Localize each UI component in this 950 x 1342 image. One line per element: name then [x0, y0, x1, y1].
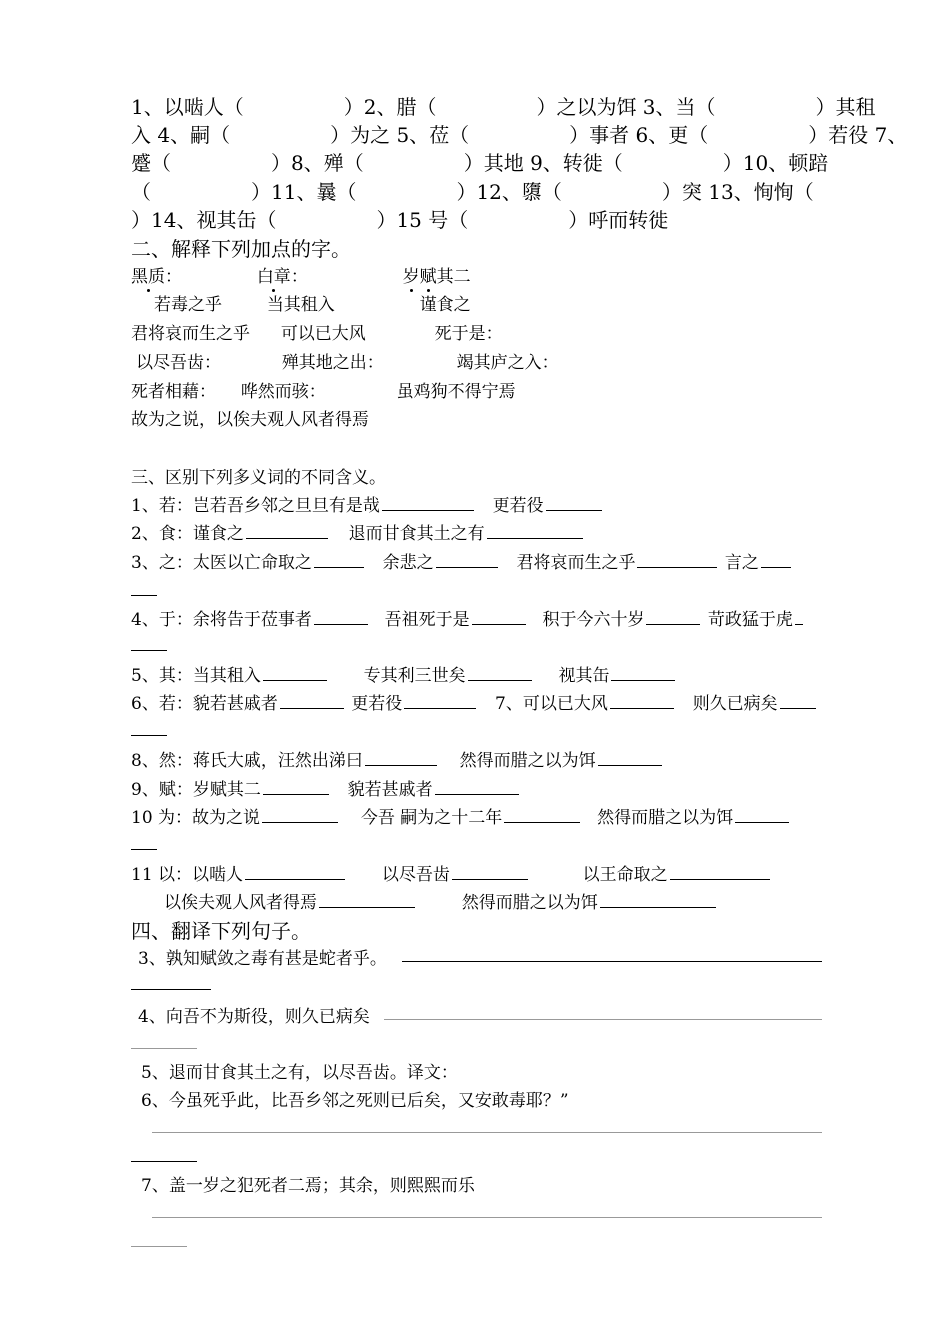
answer-blank[interactable] — [504, 804, 580, 823]
section4-sentence-5: 5、退而甘食其土之有，以尽吾齿。译文： — [141, 1063, 458, 1083]
section3-heading: 三、区别下列多义词的不同含义。 — [131, 468, 386, 488]
phrase: 竭其庐之入： — [456, 353, 559, 373]
answer-blank[interactable] — [611, 662, 675, 681]
answer-blank[interactable] — [435, 776, 519, 795]
answer-blank-continued — [131, 735, 167, 736]
section4-sentence-6: 6、今虽死乎此，比吾乡邻之死则已后矣，又安敢毒耶？” — [141, 1091, 569, 1111]
question-text: 专其利三世矣 — [363, 666, 466, 686]
answer-blank[interactable] — [670, 861, 770, 880]
answer-blank[interactable] — [319, 889, 415, 908]
section3-q6 — [131, 689, 818, 714]
section1-line-3: 蹙（ ）8、殚（ ）其地 9、转徙（ ）10、顿踣 — [131, 151, 829, 175]
translation-line[interactable] — [131, 989, 211, 990]
section4-sentence-7: 7、盖一岁之犯死者二焉；其余，则熙熙而乐 — [141, 1176, 475, 1196]
question-text: 余悲之 — [382, 553, 434, 573]
question-text: 吾祖死于是 — [384, 610, 470, 630]
answer-blank-continued — [131, 650, 167, 651]
section2-row-5 — [131, 377, 516, 402]
question-text: 君将哀而生之乎 — [516, 553, 636, 573]
section1-line-1: 1、以啮人（ ）2、腊（ ）之以为饵 3、当（ ）其租 — [131, 95, 876, 119]
question-text: 9、赋：岁赋其二 — [131, 780, 261, 800]
phrase: 哗然而骇： — [240, 382, 326, 402]
phrase: 以尽吾齿： — [136, 353, 221, 373]
section3-q4 — [131, 605, 805, 630]
answer-blank[interactable] — [280, 690, 344, 709]
question-text: 以王命取之 — [582, 865, 668, 885]
phrase: 当其租入 — [266, 295, 335, 315]
question-text: 苛政猛于虎 — [707, 610, 793, 630]
question-text: 更若役 — [351, 694, 403, 714]
section3-q1 — [131, 491, 604, 516]
question-text: 退而甘食其土之有 — [348, 524, 485, 544]
question-text: 则久已病矣 — [692, 694, 778, 714]
answer-blank[interactable] — [452, 861, 528, 880]
section4-heading: 四、翻译下列句子。 — [131, 919, 311, 943]
section2-heading: 二、解释下列加点的字。 — [131, 237, 351, 261]
section2-row-6: 故为之说，以俟夫观人风者得焉 — [131, 410, 369, 430]
question-text: 3、之：太医以亡命取之 — [131, 553, 312, 573]
answer-blank-continued — [131, 595, 157, 596]
answer-blank[interactable] — [598, 747, 662, 766]
question-text: 2、食：谨食之 — [131, 524, 244, 544]
question-text: 然得而腊之以为饵 — [459, 751, 596, 771]
answer-blank[interactable] — [546, 492, 602, 511]
section2-row-1 — [131, 262, 471, 287]
question-text: 言之 — [724, 553, 759, 573]
question-text: 8、然：蒋氏大戚，汪然出涕曰 — [131, 751, 363, 771]
answer-blank[interactable] — [436, 549, 498, 568]
section1-line-5: ）14、视其缶（ ）15 号（ ）呼而转徙 — [131, 208, 669, 232]
translation-line[interactable] — [152, 1217, 822, 1218]
colon: ： — [290, 267, 308, 287]
answer-blank-continued — [131, 849, 157, 850]
question-text: 以俟夫观人风者得焉 — [164, 893, 317, 913]
phrase: 君将哀而生之乎 — [131, 324, 250, 344]
answer-blank[interactable] — [468, 662, 532, 681]
question-text: 然得而腊之以为饵 — [597, 808, 734, 828]
answer-blank[interactable] — [382, 492, 474, 511]
answer-blank[interactable] — [263, 776, 329, 795]
answer-blank[interactable] — [314, 606, 368, 625]
question-text: 6、若：貌若甚戚者 — [131, 694, 278, 714]
answer-blank[interactable] — [761, 549, 791, 568]
section3-q10 — [131, 803, 791, 828]
answer-blank[interactable] — [263, 662, 327, 681]
answer-blank[interactable] — [487, 520, 583, 539]
question-text: 4、于：余将告于莅事者 — [131, 610, 312, 630]
phrase: 殚其地之出： — [281, 353, 384, 373]
question-text: 以尽吾齿 — [381, 865, 450, 885]
question-text: 更若役 — [492, 496, 544, 516]
translation-line[interactable] — [384, 1019, 822, 1020]
sentence-text: 4、向吾不为斯役，则久已病矣 — [138, 1007, 370, 1027]
answer-blank[interactable] — [780, 690, 816, 709]
phrase: 若毒之乎 — [154, 295, 222, 315]
phrase: 死者相藉： — [131, 382, 216, 402]
question-text: 貌若甚戚者 — [347, 780, 433, 800]
section3-q11 — [131, 860, 772, 885]
answer-blank[interactable] — [610, 690, 674, 709]
answer-blank[interactable] — [404, 690, 476, 709]
phrase: 可以已大风 — [280, 324, 366, 344]
section3-q11-cont — [164, 888, 718, 913]
question-text: 10 为：故为之说 — [131, 808, 261, 828]
phrase: 虽鸡狗不得宁焉 — [396, 382, 516, 402]
answer-blank[interactable] — [646, 606, 700, 625]
colon: ： — [165, 267, 182, 287]
question-text: 7、可以已大风 — [495, 694, 608, 714]
question-text: 今吾 嗣为之十二年 — [360, 808, 503, 828]
emphasized-term: 白章 — [257, 262, 291, 287]
section3-q2 — [131, 519, 585, 544]
section2-row-2 — [154, 290, 471, 315]
translation-line[interactable] — [131, 1246, 187, 1247]
emphasized-term: 赋 — [420, 262, 437, 287]
section3-q9 — [131, 775, 521, 800]
section4-sentence-3 — [138, 944, 387, 969]
question-text: 视其缶 — [558, 666, 610, 686]
question-text: 积于今六十岁 — [542, 610, 645, 630]
section1-line-4: （ ）11、曩（ ）12、隳（ ）突 13、恂恂（ — [131, 180, 814, 204]
question-text: 然得而腊之以为饵 — [461, 893, 598, 913]
translation-line[interactable] — [131, 1161, 197, 1162]
emphasized-term: 黑质 — [131, 262, 165, 287]
section2-row-4 — [136, 348, 559, 373]
sentence-text: 3、孰知赋敛之毒有甚是蛇者乎。 — [138, 949, 387, 969]
section2-row-3 — [131, 319, 503, 344]
question-text: 11 以：以啮人 — [131, 865, 244, 885]
answer-blank[interactable] — [245, 861, 345, 880]
answer-blank[interactable] — [314, 549, 364, 568]
phrase-rest: 其二 — [436, 267, 471, 287]
question-text: 5、其：当其租入 — [131, 666, 261, 686]
phrase: 死于是： — [434, 324, 503, 344]
section4-sentence-4 — [138, 1002, 370, 1027]
emphasized-term: 岁 — [403, 262, 420, 287]
answer-blank[interactable] — [262, 804, 338, 823]
answer-blank[interactable] — [735, 804, 789, 823]
answer-blank[interactable] — [246, 520, 328, 539]
answer-blank[interactable] — [600, 889, 716, 908]
question-text: 1、若：岂若吾乡邻之旦旦有是哉 — [131, 496, 380, 516]
translation-line[interactable] — [402, 961, 822, 962]
section3-q3 — [131, 548, 793, 573]
answer-blank[interactable] — [637, 549, 717, 568]
translation-line[interactable] — [152, 1132, 822, 1133]
section3-q8 — [131, 746, 664, 771]
phrase: 谨食之 — [419, 295, 471, 315]
section3-q5 — [131, 661, 677, 686]
translation-line[interactable] — [131, 1048, 197, 1049]
answer-blank[interactable] — [365, 747, 437, 766]
section1-line-2: 入 4、嗣（ ）为之 5、莅（ ）事者 6、更（ ）若役 7、 — [131, 123, 908, 147]
answer-blank[interactable] — [472, 606, 526, 625]
answer-blank[interactable] — [795, 606, 803, 625]
